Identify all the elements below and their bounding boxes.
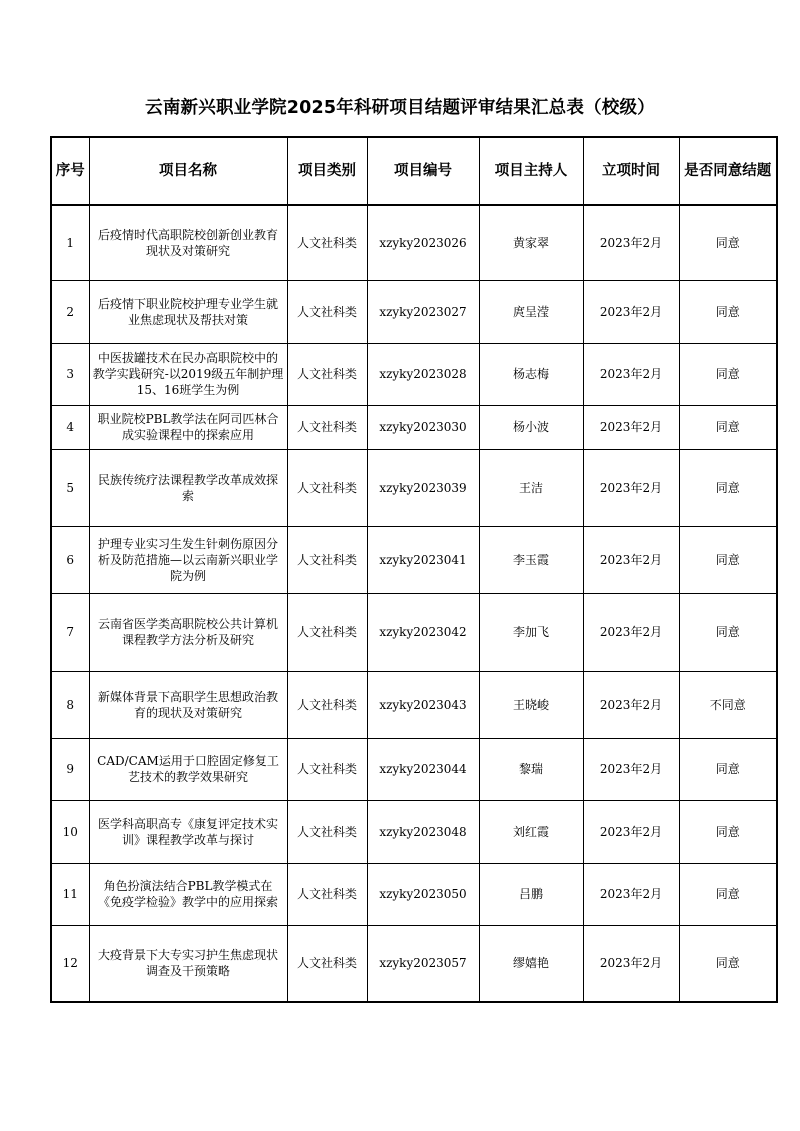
cell-project-leader: 李加飞 <box>479 593 583 671</box>
cell-project-name: 云南省医学类高职院校公共计算机课程教学方法分析及研究 <box>89 593 287 671</box>
cell-project-leader: 李玉霞 <box>479 526 583 593</box>
header-project-name: 项目名称 <box>89 137 287 205</box>
cell-approval-date: 2023年2月 <box>583 526 679 593</box>
cell-project-leader: 刘红霞 <box>479 800 583 863</box>
cell-project-category: 人文社科类 <box>287 280 367 343</box>
cell-completion-result: 同意 <box>679 449 777 526</box>
cell-serial-number: 5 <box>51 449 89 526</box>
cell-project-name: 后疫情时代高职院校创新创业教育现状及对策研究 <box>89 205 287 280</box>
table-row <box>51 593 777 671</box>
cell-project-code: xzyky2023050 <box>367 863 479 925</box>
cell-project-code: xzyky2023039 <box>367 449 479 526</box>
cell-project-category: 人文社科类 <box>287 671 367 738</box>
cell-completion-result: 同意 <box>679 925 777 1002</box>
table-header-row <box>51 137 777 205</box>
cell-completion-result: 不同意 <box>679 671 777 738</box>
table-row <box>51 800 777 863</box>
cell-project-leader: 杨志梅 <box>479 343 583 405</box>
cell-approval-date: 2023年2月 <box>583 280 679 343</box>
cell-project-name: CAD/CAM运用于口腔固定修复工艺技术的教学效果研究 <box>89 738 287 800</box>
cell-completion-result: 同意 <box>679 593 777 671</box>
cell-project-name: 民族传统疗法课程教学改革成效探索 <box>89 449 287 526</box>
cell-project-code: xzyky2023043 <box>367 671 479 738</box>
cell-completion-result: 同意 <box>679 526 777 593</box>
header-project-code: 项目编号 <box>367 137 479 205</box>
cell-project-code: xzyky2023030 <box>367 405 479 449</box>
cell-serial-number: 9 <box>51 738 89 800</box>
cell-project-category: 人文社科类 <box>287 449 367 526</box>
header-serial-number: 序号 <box>51 137 89 205</box>
cell-project-category: 人文社科类 <box>287 738 367 800</box>
table-row <box>51 280 777 343</box>
cell-approval-date: 2023年2月 <box>583 205 679 280</box>
cell-project-leader: 王晓峻 <box>479 671 583 738</box>
cell-project-category: 人文社科类 <box>287 800 367 863</box>
cell-completion-result: 同意 <box>679 863 777 925</box>
cell-project-name: 中医拔罐技术在民办高职院校中的教学实践研究-以2019级五年制护理15、16班学生为例 <box>89 343 287 405</box>
cell-approval-date: 2023年2月 <box>583 449 679 526</box>
cell-completion-result: 同意 <box>679 343 777 405</box>
cell-project-category: 人文社科类 <box>287 526 367 593</box>
cell-serial-number: 2 <box>51 280 89 343</box>
cell-project-category: 人文社科类 <box>287 593 367 671</box>
document-title: 云南新兴职业学院2025年科研项目结题评审结果汇总表（校级） <box>145 98 655 118</box>
cell-approval-date: 2023年2月 <box>583 738 679 800</box>
cell-approval-date: 2023年2月 <box>583 863 679 925</box>
cell-serial-number: 12 <box>51 925 89 1002</box>
cell-project-code: xzyky2023057 <box>367 925 479 1002</box>
cell-project-category: 人文社科类 <box>287 925 367 1002</box>
cell-project-name: 职业院校PBL教学法在阿司匹林合成实验课程中的探索应用 <box>89 405 287 449</box>
cell-project-leader: 王洁 <box>479 449 583 526</box>
cell-serial-number: 1 <box>51 205 89 280</box>
cell-project-code: xzyky2023028 <box>367 343 479 405</box>
table-row <box>51 863 777 925</box>
cell-project-category: 人文社科类 <box>287 405 367 449</box>
cell-serial-number: 3 <box>51 343 89 405</box>
cell-completion-result: 同意 <box>679 205 777 280</box>
cell-project-leader: 杨小波 <box>479 405 583 449</box>
cell-project-name: 角色扮演法结合PBL教学模式在《免疫学检验》教学中的应用探索 <box>89 863 287 925</box>
cell-serial-number: 11 <box>51 863 89 925</box>
cell-serial-number: 7 <box>51 593 89 671</box>
cell-project-code: xzyky2023044 <box>367 738 479 800</box>
cell-project-code: xzyky2023027 <box>367 280 479 343</box>
table-row <box>51 526 777 593</box>
cell-project-name: 新媒体背景下高职学生思想政治教育的现状及对策研究 <box>89 671 287 738</box>
cell-project-code: xzyky2023042 <box>367 593 479 671</box>
header-approval-date: 立项时间 <box>583 137 679 205</box>
cell-completion-result: 同意 <box>679 800 777 863</box>
cell-project-code: xzyky2023041 <box>367 526 479 593</box>
cell-project-name: 护理专业实习生发生针刺伤原因分析及防范措施—以云南新兴职业学院为例 <box>89 526 287 593</box>
table-row <box>51 449 777 526</box>
cell-project-leader: 黄家翠 <box>479 205 583 280</box>
header-approve-completion: 是否同意结题 <box>679 137 777 205</box>
cell-completion-result: 同意 <box>679 738 777 800</box>
cell-project-category: 人文社科类 <box>287 343 367 405</box>
results-table <box>50 136 778 1003</box>
cell-serial-number: 6 <box>51 526 89 593</box>
cell-project-name: 后疫情下职业院校护理专业学生就业焦虑现状及帮扶对策 <box>89 280 287 343</box>
cell-approval-date: 2023年2月 <box>583 925 679 1002</box>
header-project-category: 项目类别 <box>287 137 367 205</box>
cell-project-leader: 庹呈滢 <box>479 280 583 343</box>
cell-approval-date: 2023年2月 <box>583 405 679 449</box>
cell-completion-result: 同意 <box>679 280 777 343</box>
table-row <box>51 738 777 800</box>
table-row <box>51 405 777 449</box>
cell-project-name: 医学科高职高专《康复评定技术实训》课程教学改革与探讨 <box>89 800 287 863</box>
cell-project-category: 人文社科类 <box>287 863 367 925</box>
table-row <box>51 925 777 1002</box>
cell-project-leader: 黎瑞 <box>479 738 583 800</box>
cell-serial-number: 10 <box>51 800 89 863</box>
cell-project-leader: 缪嬉艳 <box>479 925 583 1002</box>
cell-approval-date: 2023年2月 <box>583 343 679 405</box>
cell-serial-number: 4 <box>51 405 89 449</box>
cell-approval-date: 2023年2月 <box>583 671 679 738</box>
cell-serial-number: 8 <box>51 671 89 738</box>
cell-completion-result: 同意 <box>679 405 777 449</box>
cell-project-leader: 吕鹏 <box>479 863 583 925</box>
cell-project-name: 大疫背景下大专实习护生焦虑现状调查及干预策略 <box>89 925 287 1002</box>
cell-approval-date: 2023年2月 <box>583 800 679 863</box>
cell-approval-date: 2023年2月 <box>583 593 679 671</box>
table-row <box>51 671 777 738</box>
header-project-leader: 项目主持人 <box>479 137 583 205</box>
table-row <box>51 343 777 405</box>
cell-project-code: xzyky2023026 <box>367 205 479 280</box>
table-row <box>51 205 777 280</box>
cell-project-category: 人文社科类 <box>287 205 367 280</box>
cell-project-code: xzyky2023048 <box>367 800 479 863</box>
